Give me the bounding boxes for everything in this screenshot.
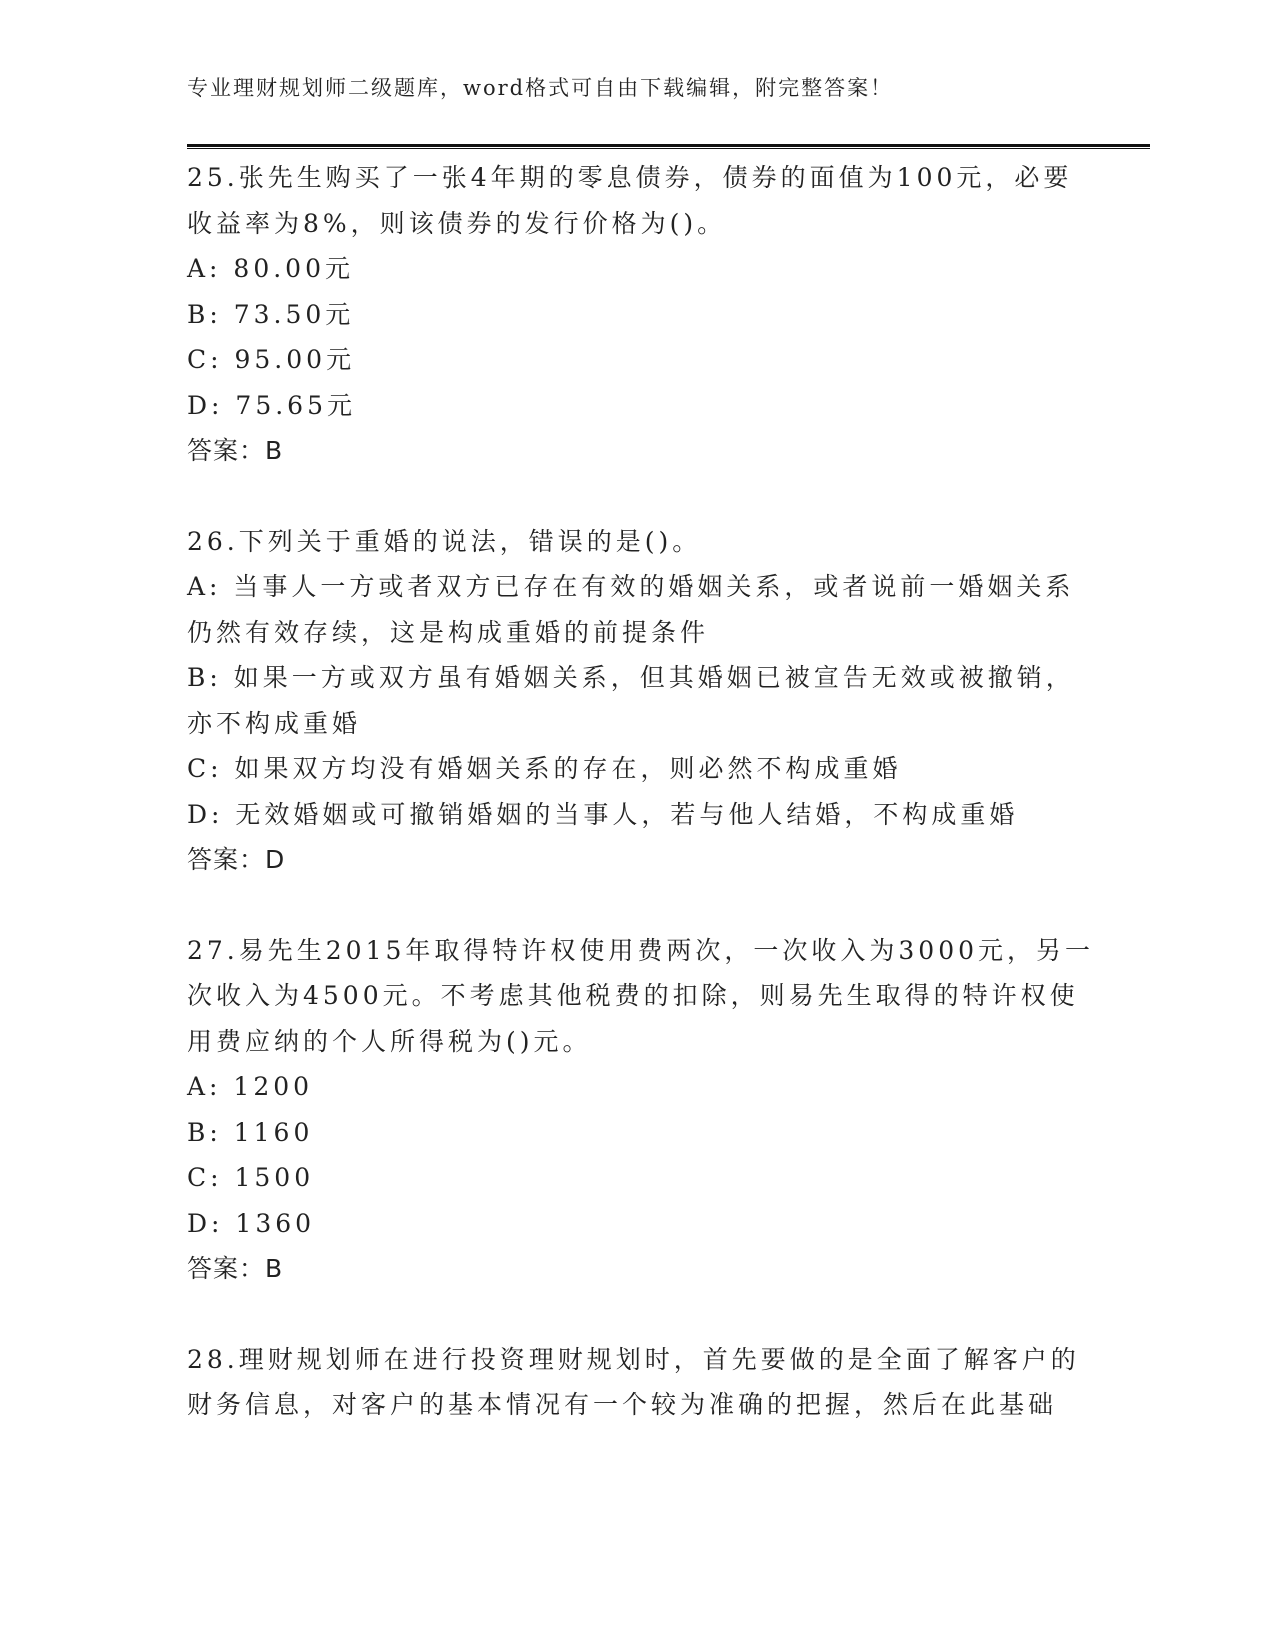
- option-a: A: 当事人一方或者双方已存在有效的婚姻关系，或者说前一婚姻关系: [187, 572, 1075, 601]
- question-26: [187, 519, 1087, 883]
- page-header: 专业理财规划师二级题库，word格式可自由下载编辑，附完整答案！: [187, 76, 894, 100]
- answer-key: 答案：D: [187, 845, 286, 874]
- option-b: B: 如果一方或双方虽有婚姻关系，但其婚姻已被宣告无效或被撤销，: [187, 663, 1075, 692]
- question-stem-line: 次收入为4500元。不考虑其他税费的扣除，则易先生取得的特许权使: [187, 981, 1079, 1010]
- question-stem-line: 财务信息，对客户的基本情况有一个较为准确的把握，然后在此基础: [187, 1390, 1058, 1419]
- question-stem-line: 26.下列关于重婚的说法，错误的是()。: [187, 526, 702, 556]
- question-stem-line: 收益率为8%，则该债券的发行价格为()。: [187, 208, 727, 238]
- option-b-continued: 亦不构成重婚: [187, 708, 362, 738]
- question-28: [187, 1337, 1087, 1428]
- header-divider: [187, 144, 1150, 149]
- option-b: B: 73.50元: [187, 299, 355, 329]
- option-d: D: 75.65元: [187, 390, 356, 420]
- question-stem-line: 27.易先生2015年取得特许权使用费两次，一次收入为3000元，另一: [187, 935, 1095, 965]
- option-d: D: 1360: [187, 1208, 316, 1238]
- question-27: [187, 928, 1095, 1292]
- option-a: A: 80.00元: [187, 254, 354, 283]
- option-a: A: 1200: [187, 1072, 314, 1101]
- option-d: D: 无效婚姻或可撤销婚姻的当事人，若与他人结婚，不构成重婚: [187, 799, 1019, 829]
- option-c: C: 95.00元: [187, 345, 356, 374]
- option-a-continued: 仍然有效存续，这是构成重婚的前提条件: [187, 617, 710, 647]
- question-stem-line: 25.张先生购买了一张4年期的零息债券，债券的面值为100元，必要: [187, 163, 1073, 192]
- option-c: C: 1500: [187, 1163, 315, 1192]
- option-b: B: 1160: [187, 1117, 314, 1147]
- answer-key: 答案：B: [187, 436, 284, 465]
- question-25: [187, 155, 1087, 474]
- question-stem-line: 用费应纳的个人所得税为()元。: [187, 1026, 592, 1056]
- question-stem-line: 28.理财规划师在进行投资理财规划时，首先要做的是全面了解客户的: [187, 1344, 1080, 1374]
- option-c: C: 如果双方均没有婚姻关系的存在，则必然不构成重婚: [187, 754, 902, 783]
- answer-key: 答案：B: [187, 1254, 284, 1283]
- question-list: [187, 155, 1095, 1473]
